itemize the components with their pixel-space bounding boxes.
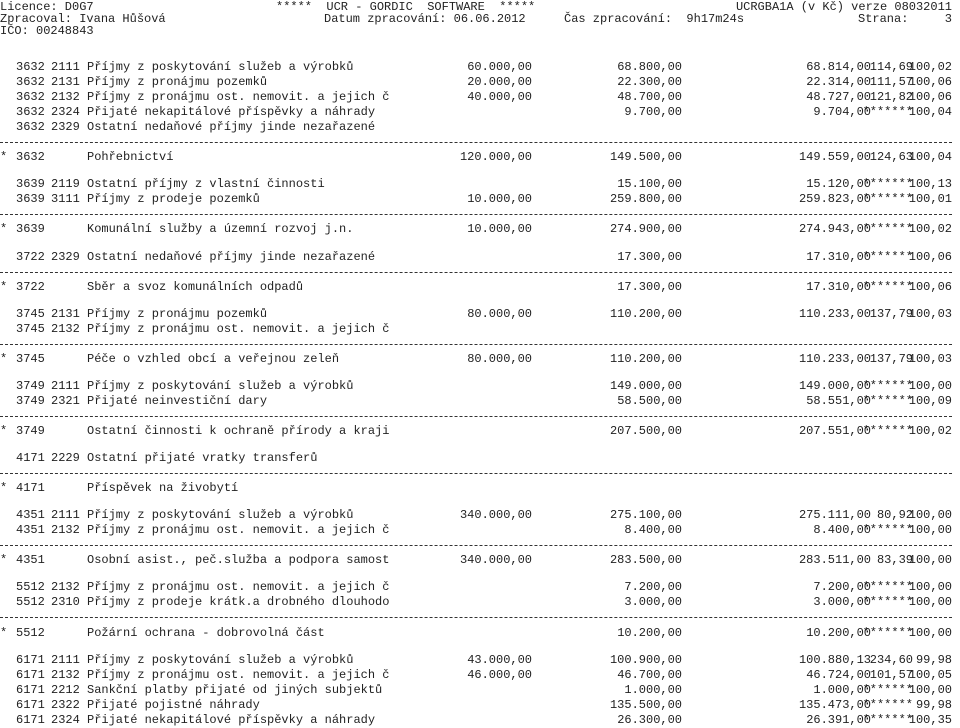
paragraph-code: 3632 (16, 150, 45, 165)
paragraph-code: 4351 (16, 523, 45, 538)
item-name: Ostatní přijaté vratky transferů (87, 451, 318, 466)
value-v2: 46.700,00 (617, 667, 682, 682)
value-p1: 234,60 (869, 652, 913, 667)
value-p1: 111,57 (869, 75, 913, 90)
divider (0, 545, 952, 546)
value-p1: ******* (862, 697, 913, 712)
item-name: Příjmy z pronájmu ost. nemovit. a jejich č (87, 523, 390, 538)
total-marker: * (0, 222, 8, 237)
paragraph-code: 3745 (16, 351, 45, 366)
section-total-row (0, 352, 960, 367)
section (0, 250, 960, 307)
value-v1: 46.000,00 (467, 667, 532, 682)
item-code: 2131 (51, 306, 80, 321)
value-p2: 100,09 (908, 393, 952, 408)
value-p2: 100,35 (908, 712, 952, 727)
paragraph-code: 3632 (16, 75, 45, 90)
item-code: 2111 (51, 508, 80, 523)
value-v2: 26.300,00 (617, 712, 682, 727)
value-p2: 100,00 (908, 378, 952, 393)
licence-label: Licence: D0G7 (0, 0, 94, 14)
paragraph-code: 3639 (16, 192, 45, 207)
item-name: Příjmy z pronájmu ost. nemovit. a jejich č (87, 321, 390, 336)
total-v2: 274.900,00 (609, 222, 682, 237)
item-code: 3111 (51, 192, 80, 207)
report-body (0, 60, 960, 728)
value-v2: 68.800,00 (617, 60, 682, 74)
paragraph-code: 3632 (16, 120, 45, 135)
section (0, 60, 960, 177)
processed-by: Zpracoval: Ivana Hůšová (0, 12, 166, 26)
spacer (0, 165, 960, 177)
table-row (0, 653, 960, 668)
paragraph-code: 6171 (16, 712, 45, 727)
total-marker: * (0, 625, 8, 640)
value-p1: 137,79 (869, 306, 913, 321)
total-p2: 100,02 (908, 222, 952, 237)
item-code: 2322 (51, 697, 80, 712)
value-p2: 100,00 (908, 523, 952, 538)
total-v2: 283.500,00 (609, 553, 682, 568)
value-v1: 10.000,00 (467, 192, 532, 207)
item-code: 2132 (51, 580, 80, 595)
paragraph-name: Požární ochrana - dobrovolná část (87, 625, 325, 640)
value-v2: 58.500,00 (617, 393, 682, 408)
item-code: 2119 (51, 177, 80, 192)
total-v1: 340.000,00 (459, 553, 532, 568)
value-v2: 7.200,00 (624, 580, 682, 595)
value-p2: 100,06 (908, 90, 952, 105)
value-v3: 17.310,00 (806, 249, 871, 264)
value-p1: ******* (862, 595, 913, 610)
total-p1: 83,39 (876, 553, 913, 568)
item-name: Příjmy z prodeje krátk.a drobného dlouhodo (87, 595, 390, 610)
value-v2: 48.700,00 (617, 90, 682, 105)
paragraph-name: Ostatní činnosti k ochraně přírody a kraji (87, 423, 390, 438)
value-v3: 100.880,13 (798, 652, 871, 667)
value-v2: 1.000,00 (624, 682, 682, 697)
item-name: Příjmy z poskytování služeb a výrobků (87, 60, 354, 74)
total-v3: 110.233,00 (798, 351, 871, 366)
value-v2: 135.500,00 (609, 697, 682, 712)
value-p1: ******* (862, 712, 913, 727)
total-marker: * (0, 481, 8, 496)
value-p1: ******* (862, 249, 913, 264)
paragraph-name: Sběr a svoz komunálních odpadů (87, 279, 304, 294)
total-v1: 10.000,00 (467, 222, 532, 237)
paragraph-code: 4351 (16, 508, 45, 523)
table-row (0, 523, 960, 538)
table-row (0, 379, 960, 394)
value-v3: 9.704,00 (813, 105, 871, 120)
table-row (0, 250, 960, 265)
value-v2: 15.100,00 (617, 177, 682, 192)
spacer (0, 367, 960, 379)
total-marker: * (0, 423, 8, 438)
dashed-separator (0, 207, 960, 222)
table-row (0, 394, 960, 409)
paragraph-code: 4351 (16, 553, 45, 568)
value-v3: 46.724,00 (806, 667, 871, 682)
paragraph-code: 6171 (16, 667, 45, 682)
value-p2: 100,06 (908, 249, 952, 264)
item-code: 2310 (51, 595, 80, 610)
value-p2: 100,01 (908, 192, 952, 207)
paragraph-code: 3639 (16, 177, 45, 192)
value-p1: 121,82 (869, 90, 913, 105)
value-v2: 17.300,00 (617, 249, 682, 264)
table-row (0, 698, 960, 713)
table-row (0, 60, 960, 75)
section (0, 451, 960, 508)
item-name: Přijaté nekapitálové příspěvky a náhrady (87, 105, 376, 120)
item-name: Příjmy z pronájmu ost. nemovit. a jejich č (87, 580, 390, 595)
value-p2: 99,98 (915, 697, 952, 712)
item-code: 2132 (51, 321, 80, 336)
section (0, 307, 960, 379)
paragraph-code: 3722 (16, 249, 45, 264)
paragraph-code: 6171 (16, 697, 45, 712)
paragraph-name: Komunální služby a územní rozvoj j.n. (87, 222, 354, 237)
paragraph-code: 3632 (16, 60, 45, 74)
value-v3: 1.000,00 (813, 682, 871, 697)
item-name: Příjmy z poskytování služeb a výrobků (87, 378, 354, 393)
value-v3: 48.727,00 (806, 90, 871, 105)
value-v2: 100.900,00 (609, 652, 682, 667)
total-p1: ******* (862, 279, 913, 294)
total-v3: 17.310,00 (806, 279, 871, 294)
item-code: 2329 (51, 120, 80, 135)
total-v3: 207.551,00 (798, 423, 871, 438)
value-p1: ******* (862, 177, 913, 192)
value-v2: 8.400,00 (624, 523, 682, 538)
value-p2: 100,05 (908, 667, 952, 682)
value-v3: 275.111,00 (798, 508, 871, 523)
divider (0, 617, 952, 618)
value-v2: 110.200,00 (609, 306, 682, 321)
divider (0, 272, 952, 273)
paragraph-code: 3749 (16, 393, 45, 408)
total-v2: 10.200,00 (617, 625, 682, 640)
total-v2: 17.300,00 (617, 279, 682, 294)
value-p1: ******* (862, 192, 913, 207)
value-v2: 275.100,00 (609, 508, 682, 523)
paragraph-name: Příspěvek na živobytí (87, 481, 239, 496)
paragraph-code: 3745 (16, 321, 45, 336)
paragraph-name: Péče o vzhled obcí a veřejnou zeleň (87, 351, 340, 366)
value-v3: 7.200,00 (813, 580, 871, 595)
section (0, 508, 960, 580)
spacer (0, 568, 960, 580)
paragraph-name: Pohřebnictví (87, 150, 174, 165)
value-v1: 43.000,00 (467, 652, 532, 667)
item-name: Příjmy z pronájmu ost. nemovit. a jejich č (87, 667, 390, 682)
total-p2: 100,06 (908, 279, 952, 294)
paragraph-code: 6171 (16, 682, 45, 697)
value-v3: 149.000,00 (798, 378, 871, 393)
table-row (0, 192, 960, 207)
table-row (0, 90, 960, 105)
item-name: Ostatní nedaňové příjmy jinde nezařazené (87, 249, 376, 264)
paragraph-code: 5512 (16, 580, 45, 595)
ico-number: IČO: 00248843 (0, 24, 94, 38)
total-marker: * (0, 351, 8, 366)
item-code: 2132 (51, 667, 80, 682)
total-v1: 80.000,00 (467, 351, 532, 366)
total-marker: * (0, 553, 8, 568)
section (0, 580, 960, 652)
value-p2: 100,03 (908, 306, 952, 321)
item-name: Příjmy z poskytování služeb a výrobků (87, 652, 354, 667)
table-row (0, 451, 960, 466)
item-code: 2111 (51, 378, 80, 393)
value-v3: 26.391,00 (806, 712, 871, 727)
processing-date: Datum zpracování: 06.06.2012 (324, 12, 526, 26)
item-name: Sankční platby přijaté od jiných subjektů (87, 682, 383, 697)
page-label: Strana: (858, 12, 909, 26)
item-name: Příjmy z pronájmu ost. nemovit. a jejich č (87, 90, 390, 105)
total-v3: 274.943,00 (798, 222, 871, 237)
divider (0, 214, 952, 215)
total-p1: ******* (862, 222, 913, 237)
table-row (0, 595, 960, 610)
section-total-row (0, 222, 960, 237)
table-row (0, 307, 960, 322)
item-code: 2324 (51, 712, 80, 727)
divider (0, 142, 952, 143)
total-v1: 120.000,00 (459, 150, 532, 165)
table-row (0, 508, 960, 523)
software-title: ***** UCR - GORDIC SOFTWARE ***** (276, 0, 536, 14)
item-name: Přijaté nekapitálové příspěvky a náhrady (87, 712, 376, 727)
value-v3: 110.233,00 (798, 306, 871, 321)
table-row (0, 322, 960, 337)
item-name: Příjmy z poskytování služeb a výrobků (87, 508, 354, 523)
value-p1: 80,92 (876, 508, 913, 523)
page-number: 3 (944, 12, 952, 26)
total-v3: 10.200,00 (806, 625, 871, 640)
section-total-row (0, 626, 960, 641)
section-total-row (0, 150, 960, 165)
value-v1: 80.000,00 (467, 306, 532, 321)
item-code: 2324 (51, 105, 80, 120)
value-p2: 100,13 (908, 177, 952, 192)
dashed-separator (0, 466, 960, 481)
value-p2: 99,98 (915, 652, 952, 667)
paragraph-code: 4171 (16, 451, 45, 466)
total-p1: 124,63 (869, 150, 913, 165)
value-p1: ******* (862, 393, 913, 408)
value-p2: 100,00 (908, 508, 952, 523)
item-code: 2111 (51, 60, 80, 74)
value-p2: 100,00 (908, 682, 952, 697)
total-v2: 110.200,00 (609, 351, 682, 366)
item-code: 2111 (51, 652, 80, 667)
section-total-row (0, 481, 960, 496)
item-code: 2131 (51, 75, 80, 90)
spacer (0, 496, 960, 508)
item-code: 2132 (51, 90, 80, 105)
total-p2: 100,02 (908, 423, 952, 438)
spacer (0, 641, 960, 653)
total-p1: ******* (862, 423, 913, 438)
value-p2: 100,06 (908, 75, 952, 90)
value-p1: ******* (862, 378, 913, 393)
value-v2: 259.800,00 (609, 192, 682, 207)
item-name: Příjmy z pronájmu pozemků (87, 75, 268, 90)
dashed-separator (0, 538, 960, 553)
paragraph-code: 5512 (16, 625, 45, 640)
table-row (0, 105, 960, 120)
item-code: 2132 (51, 523, 80, 538)
processing-time: Čas zpracování: 9h17m24s (564, 12, 745, 26)
item-name: Přijaté pojistné náhrady (87, 697, 260, 712)
table-row (0, 683, 960, 698)
item-code: 2321 (51, 393, 80, 408)
total-v2: 207.500,00 (609, 423, 682, 438)
value-v3: 15.120,00 (806, 177, 871, 192)
paragraph-code: 3745 (16, 306, 45, 321)
total-p1: ******* (862, 625, 913, 640)
section (0, 177, 960, 249)
table-row (0, 668, 960, 683)
dashed-separator (0, 337, 960, 352)
spacer (0, 295, 960, 307)
item-code: 2212 (51, 682, 80, 697)
program-version: UCRGBA1A (v Kč) verze 08032011 (735, 0, 952, 14)
item-name: Příjmy z pronájmu pozemků (87, 306, 268, 321)
value-p1: ******* (862, 523, 913, 538)
total-marker: * (0, 150, 8, 165)
paragraph-code: 3749 (16, 423, 45, 438)
paragraph-code: 3632 (16, 90, 45, 105)
table-row (0, 120, 960, 135)
value-v2: 3.000,00 (624, 595, 682, 610)
value-p2: 100,02 (908, 60, 952, 74)
section-total-row (0, 553, 960, 568)
value-v3: 22.314,00 (806, 75, 871, 90)
value-v2: 9.700,00 (624, 105, 682, 120)
spacer (0, 238, 960, 250)
total-v3: 149.559,00 (798, 150, 871, 165)
value-v1: 40.000,00 (467, 90, 532, 105)
value-v1: 340.000,00 (459, 508, 532, 523)
total-v3: 283.511,00 (798, 553, 871, 568)
divider (0, 416, 952, 417)
total-p2: 100,03 (908, 351, 952, 366)
value-p1: ******* (862, 682, 913, 697)
value-v2: 149.000,00 (609, 378, 682, 393)
value-v3: 135.473,00 (798, 697, 871, 712)
value-v3: 259.823,00 (798, 192, 871, 207)
table-row (0, 580, 960, 595)
value-v2: 22.300,00 (617, 75, 682, 90)
value-p1: 114,69 (869, 60, 913, 74)
item-name: Příjmy z prodeje pozemků (87, 192, 260, 207)
value-p2: 100,00 (908, 595, 952, 610)
value-v3: 58.551,00 (806, 393, 871, 408)
total-p2: 100,04 (908, 150, 952, 165)
value-p2: 100,04 (908, 105, 952, 120)
item-name: Přijaté neinvestiční dary (87, 393, 268, 408)
table-row (0, 713, 960, 728)
section (0, 653, 960, 728)
total-p2: 100,00 (908, 553, 952, 568)
value-p1: 101,57 (869, 667, 913, 682)
divider (0, 473, 952, 474)
dashed-separator (0, 610, 960, 625)
paragraph-code: 6171 (16, 652, 45, 667)
value-v1: 60.000,00 (467, 60, 532, 74)
total-p2: 100,00 (908, 625, 952, 640)
table-row (0, 75, 960, 90)
value-v3: 8.400,00 (813, 523, 871, 538)
item-code: 2229 (51, 451, 80, 466)
total-marker: * (0, 279, 8, 294)
value-v3: 68.814,00 (806, 60, 871, 74)
section-total-row (0, 280, 960, 295)
item-code: 2329 (51, 249, 80, 264)
item-name: Ostatní nedaňové příjmy jinde nezařazené (87, 120, 376, 135)
value-p2: 100,00 (908, 580, 952, 595)
dashed-separator (0, 135, 960, 150)
section (0, 379, 960, 451)
value-p1: ******* (862, 105, 913, 120)
report-header-line-3 (0, 24, 960, 39)
dashed-separator (0, 409, 960, 424)
paragraph-name: Osobní asist., peč.služba a podpora samost (87, 553, 390, 568)
value-p1: ******* (862, 580, 913, 595)
paragraph-code: 3639 (16, 222, 45, 237)
total-p1: 137,79 (869, 351, 913, 366)
divider (0, 344, 952, 345)
paragraph-code: 3632 (16, 105, 45, 120)
section-total-row (0, 424, 960, 439)
paragraph-code: 3722 (16, 279, 45, 294)
total-v2: 149.500,00 (609, 150, 682, 165)
paragraph-code: 4171 (16, 481, 45, 496)
spacer (0, 439, 960, 451)
paragraph-code: 5512 (16, 595, 45, 610)
value-v1: 20.000,00 (467, 75, 532, 90)
value-v3: 3.000,00 (813, 595, 871, 610)
item-name: Ostatní příjmy z vlastní činnosti (87, 177, 325, 192)
table-row (0, 177, 960, 192)
paragraph-code: 3749 (16, 378, 45, 393)
dashed-separator (0, 265, 960, 280)
